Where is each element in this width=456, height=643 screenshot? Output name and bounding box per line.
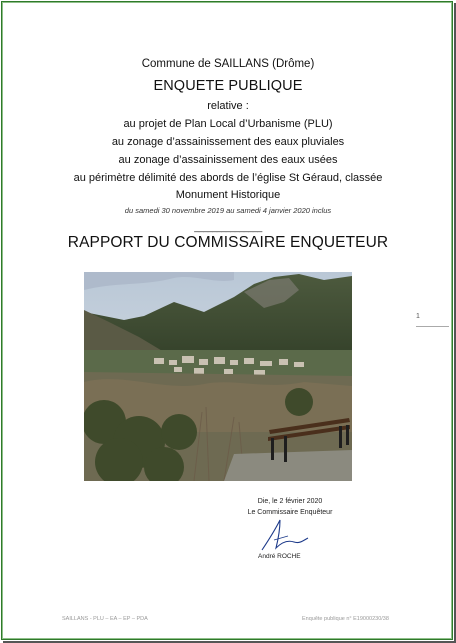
subtitle-line: au zonage d’assainissement des eaux pluviales xyxy=(111,136,345,148)
signatory-name: André ROCHE xyxy=(258,553,301,560)
commune-title: Commune de SAILLANS (Drôme) xyxy=(141,58,315,70)
signature-date: Die, le 2 février 2020 xyxy=(257,498,323,505)
signature-block xyxy=(225,498,355,516)
footer-reference: Enquête publique n° E19000230/38 xyxy=(302,616,389,622)
signature-title: Le Commissaire Enquêteur xyxy=(247,509,333,516)
footer-project: SAILLANS - PLU – EA – EP – PDA xyxy=(62,616,148,622)
handwritten-signature xyxy=(258,518,312,554)
cover-photo xyxy=(84,272,352,481)
page-number-rule xyxy=(416,326,449,327)
page-number: 1 xyxy=(416,313,420,320)
subtitle-line: au projet de Plan Local d’Urbanisme (PLU) xyxy=(123,118,333,130)
report-title: RAPPORT DU COMMISSAIRE ENQUETEUR xyxy=(67,234,389,251)
subtitle-line: Monument Historique xyxy=(175,189,281,201)
subtitle-line: au périmètre délimité des abords de l’église St Géraud, classée xyxy=(73,172,383,184)
subtitle-line: au zonage d’assainissement des eaux usées xyxy=(118,154,338,166)
enquete-title: ENQUETE PUBLIQUE xyxy=(153,78,303,94)
enquiry-dates: du samedi 30 novembre 2019 au samedi 4 janvier 2020 inclus xyxy=(124,206,332,215)
separator-line: _______________ xyxy=(194,222,262,232)
subtitle-line: relative : xyxy=(207,100,249,112)
